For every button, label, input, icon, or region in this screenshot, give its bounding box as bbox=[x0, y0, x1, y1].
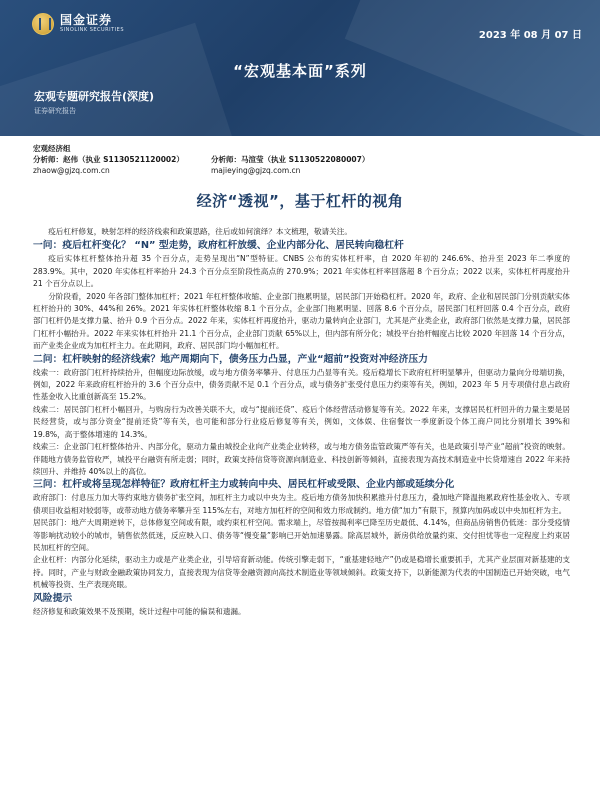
analyst-name: 马渲莹（执业 S1130522080007） bbox=[241, 155, 370, 164]
analyst-email: majieying@gjzq.com.cn bbox=[211, 166, 301, 175]
series-title: “宏观基本面”系列 bbox=[233, 62, 367, 80]
logo-chinese-name: 国金证券 bbox=[60, 13, 113, 27]
report-date: 2023 年 08 月 07 日 bbox=[478, 30, 582, 41]
section-heading: 三问：杠杆或将呈现怎样特征？政府杠杆主力或转向中央、居民杠杆或受限、企业内部或延续分化 bbox=[33, 479, 455, 491]
analyst-label: 分析师： bbox=[211, 155, 241, 164]
body-paragraph: 企业杠杆：内部分化延续，驱动主力或是产业类企业，引导培育新动能。传统引擎走弱下，“重基建轻地产”仍或是稳增长重要抓手，尤其产业层面对新基建的支持。同时，产业与财政金融政策协同发力，直接表现为信贷等金融资源向高技术制造业等领域倾斜。政策支持下，以新能源为代表的中国制造已开始突破，电气机械等投资、生产表现亮眼。 bbox=[33, 555, 570, 590]
body-paragraph: 线索一：政府部门杠杆持续抬升，但幅度边际放缓，或与地方债务率攀升、付息压力凸显等有关。疫后稳增长下政府杠杆明显攀升，但驱动力量向分母端切换，例如，2022 年来政府杠杆抬升的 3.6 个百分点中，债务贡献不足 0.1 个百分点，或与债务扩张受付息压力约束等有关，例如，2023 年 5 月专项债付息占政府性基金收入比重创新高至 15.2%。 bbox=[33, 367, 570, 402]
body-paragraph: 线索二：居民部门杠杆小幅回升，与购房行为改善关联不大，或与“提前还贷”、疫后个体经营活动修复等有关。2022 年来，支撑居民杠杆回升的力量主要是居民经营贷，或与部分资金“提前还贷”等有关，也可能和部分行业疫后修复等有关，例如，文体娱、住宿餐饮一季度新设个体工商户同比分别增长 39%和 19.8%，高于整体增速的 14.3%。 bbox=[33, 404, 570, 439]
body-paragraph: 政府部门：付息压力加大等约束地方债务扩张空间，加杠杆主力或以中央为主。疫后地方债务加快积累推升付息压力，叠加地产降温拖累政府性基金收入、专项债项目收益相对较弱等，或带动地方债务率攀升至 115%左右，对地方加杠杆的空间和效力形成制约。地方债“加力”有限下，预算内加码或以中央加杠杆为主。 bbox=[33, 493, 570, 515]
report-body bbox=[33, 226, 570, 618]
team-name: 宏观经济组 bbox=[33, 144, 71, 153]
logo-icon bbox=[32, 13, 54, 35]
analyst-1 bbox=[33, 154, 211, 176]
analyst-email: zhaow@gjzq.com.cn bbox=[33, 166, 110, 175]
report-banner bbox=[0, 0, 600, 136]
company-logo bbox=[32, 13, 124, 35]
logo-english-name: SINOLINK SECURITIES bbox=[60, 27, 124, 33]
analyst-label: 分析师： bbox=[33, 155, 63, 164]
body-paragraph: 疫后实体杠杆整体抬升超 35 个百分点，走势呈现出“N”型特征。CNBS 公布的实体杠杆率，自 2020 年初的 246.6%、抬升至 2023 年二季度的 283.9%。其中，2020 年实体杠杆率抬升 24.3 个百分点至阶段性高点的 270.9%；2021 年实体杠杆率回落超 8 个百分点；2022 以来，实体杠杆再度抬升 21 个百分点以上。 bbox=[33, 254, 570, 289]
body-paragraph: 线索三：企业部门杠杆整体抬升、内部分化，驱动力量由城投企业向产业类企业转移，或与地方债务监管政策严等有关，也是政策引导产业“超前”投资的映射。伴随地方债务监管收严，城投平台融资有所走弱；同时，政策支持信贷等资源向制造业、科技创新等倾斜，直接表现为高技术制造业中长贷增速自 2022 年来持续回升、并维持 40%以上的高位。 bbox=[33, 442, 570, 476]
section-heading: 二问：杠杆映射的经济线索？地产周期向下，债务压力凸显，产业“超前”投资对冲经济压力 bbox=[33, 353, 428, 365]
analyst-2 bbox=[211, 154, 389, 176]
analyst-info bbox=[33, 143, 573, 176]
analyst-name: 赵伟（执业 S1130521120002） bbox=[63, 155, 184, 164]
report-type: 宏观专题研究报告(深度) bbox=[34, 90, 155, 103]
section-heading: 风险提示 bbox=[33, 592, 73, 604]
body-paragraph: 居民部门：地产大周期逆转下，总体修复空间或有限，或约束杠杆空间。需求端上，尽管按揭利率已降至历史最低、4.14%，但商品房销售仍低迷：部分受疫情等影响扰动较小的城市，销售依然低迷，反应映入口、债务等“慢变量”影响已开始加速暴露。除高层城外，新房供给放量约束、交付担忧等也一定程度上约束居民加杠杆的空间。 bbox=[33, 518, 570, 552]
intro-paragraph: 疫后杠杆修复，映射怎样的经济线索和政策思路，往后或如何演绎？本文梳理，敬请关注。 bbox=[48, 227, 352, 236]
body-paragraph: 经济修复和政策效果不及预期，统计过程中可能的偏误和遗漏。 bbox=[33, 606, 246, 616]
section-heading: 一问：疫后杠杆变化？ “N” 型走势，政府杠杆放缓、企业内部分化、居民转向稳杠杆 bbox=[33, 240, 404, 252]
body-paragraph: 分阶段看，2020 年各部门整体加杠杆；2021 年杠杆整体收缩、企业部门拖累明显，居民部门开始稳杠杆。2020 年，政府、企业和居民部门分别贡献实体杠杆抬升的 30%、44%和 26%。2021 年实体杠杆整体收缩 8.1 个百分点，企业部门拖累明显、回落 8.6 个百分点，居民部门杠杆回落 0.4 个百分点，政府部门杠杆仍是支撑力量、抬升 0.9 个百分点。2022 年来，实体杠杆再度抬升，驱动力量转向企业部门，尤其是产业类企业，政府部门依然是支撑力量，居民部门杠杆小幅抬升。2022 年来实体杠杆抬升 21.1 个百分点，企业部门贡献 65%以上，但内部有所分化；城投平台抬杆幅度占比较 2020 年回落 14 个百分点，而产业类企业成为加杠杆主力。在此期间，政府、居民部门均小幅加杠杆。 bbox=[33, 291, 570, 351]
report-title: 经济“透视”，基于杠杆的视角 bbox=[196, 192, 404, 210]
report-category: 证券研究报告 bbox=[34, 107, 76, 115]
